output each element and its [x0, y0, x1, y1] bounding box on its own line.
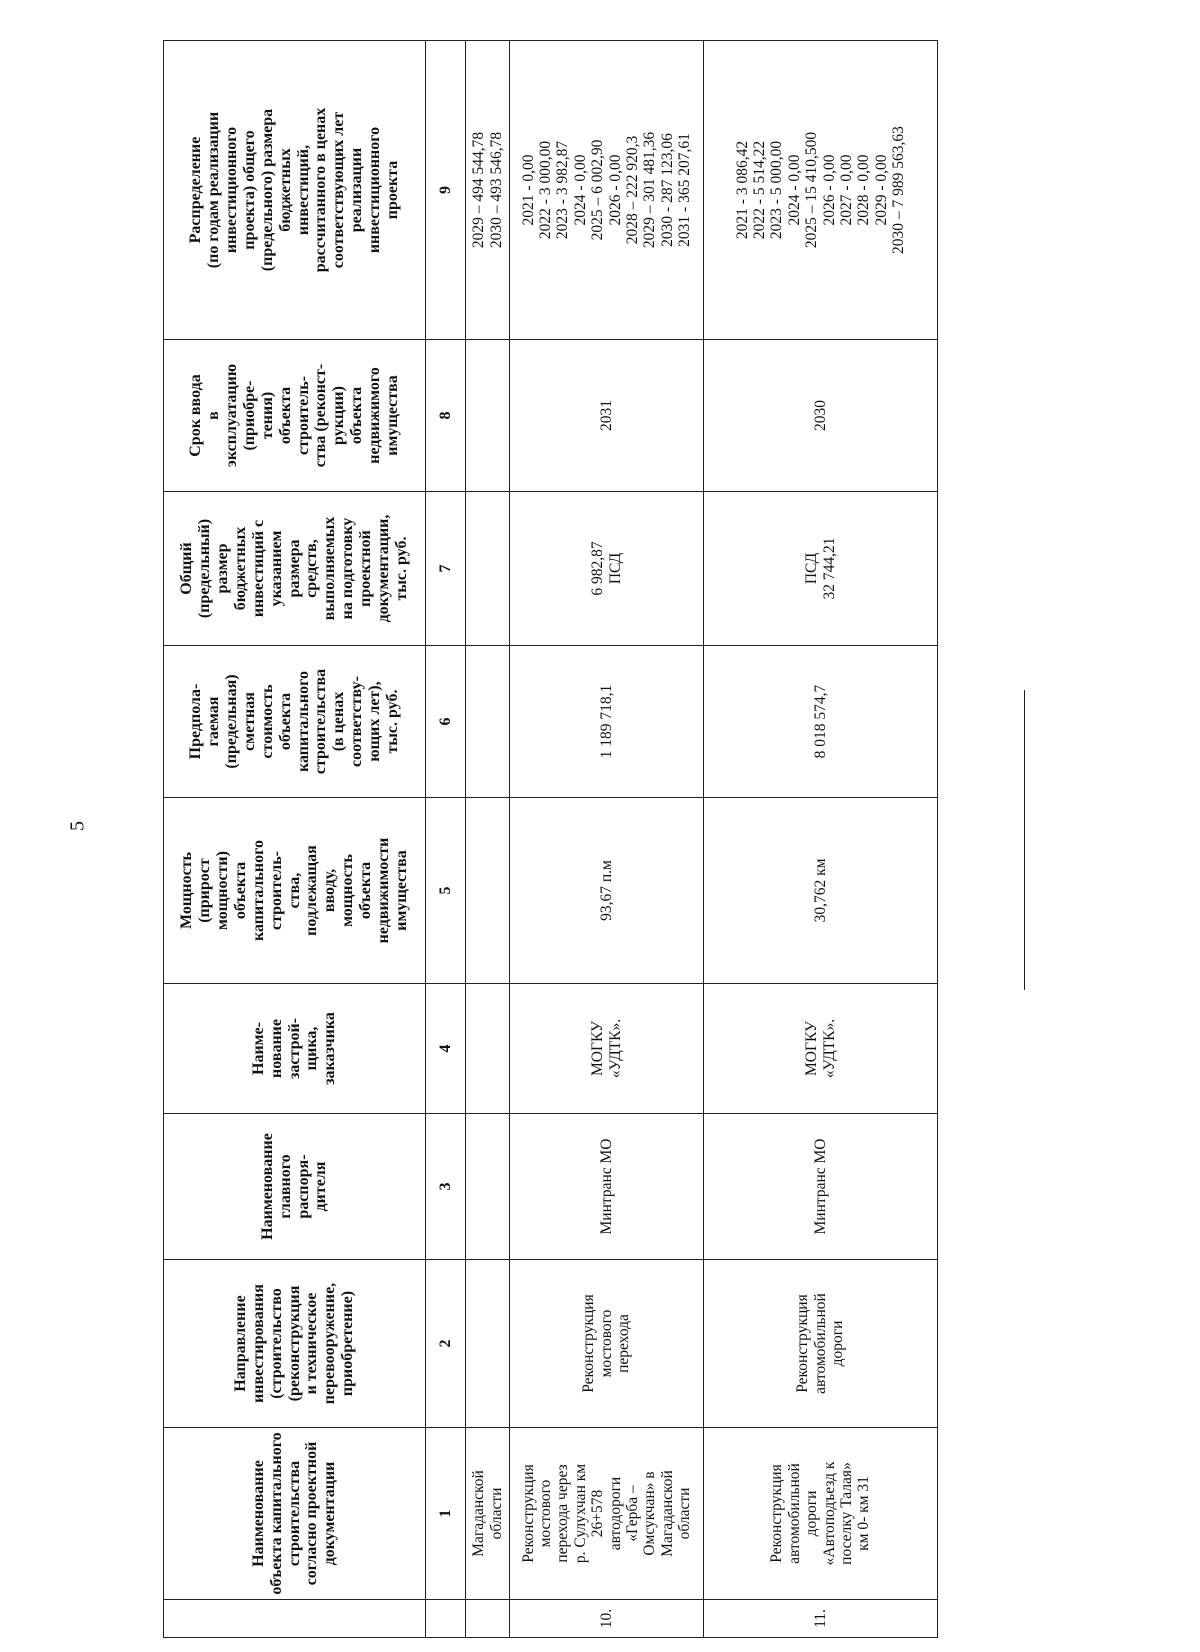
- column-number: 5: [426, 798, 466, 984]
- table-row: [704, 41, 938, 1638]
- page-number: 5: [66, 821, 89, 831]
- header-cell-num: [164, 1600, 426, 1638]
- capacity: 93,67 п.м: [510, 798, 704, 984]
- row-number: 11.: [704, 1600, 938, 1638]
- column-number: 3: [426, 1114, 466, 1260]
- table-row: [510, 41, 704, 1638]
- object-name: Реконструкция автомобильной дороги «Автоподъезд к поселку Талая» км 0- км 31: [704, 1428, 938, 1600]
- header-cell-commissioning: Срок ввода в эксплуатацию (приобре- тения) объекта строитель- ства (реконст- рукции) объекта недвижимого имущества: [164, 340, 426, 492]
- column-number: 6: [426, 646, 466, 798]
- column-number: 1: [426, 1428, 466, 1600]
- commissioning-year: 2031: [510, 340, 704, 492]
- header-cell-distribution: Распределение (по годам реализации инвестиционного проекта) общего (предельного) размера бюджетных инвестиций, рассчитанного в ценах соответствующих лет реализации инвестиционного проекта: [164, 41, 426, 340]
- table-cell: [466, 1260, 510, 1428]
- continuation-name: Магаданской области: [466, 1428, 510, 1600]
- budget-investment: ПСД 32 744,21: [704, 492, 938, 646]
- header-cell-name: Наименование объекта капитального строительства согласно проектной документации: [164, 1428, 426, 1600]
- column-number: [426, 1600, 466, 1638]
- header-cell-capacity: Мощность (прирост мощности) объекта капитального строитель- ства, подлежащая вводу, мощность объекта недвижимости имущества: [164, 798, 426, 984]
- developer: МОГКУ «УДТК».: [704, 984, 938, 1114]
- yearly-distribution: 2021 - 3 086,42 2022 - 5 514,22 2023 - 5 000,00 2024 - 0,00 2025 – 15 410,500 2026 - 0,00 2027 - 0,00 2028 - 0,00 2029 - 0,00 2030 – 7 989 563,63: [704, 41, 938, 340]
- table-cell: [466, 1600, 510, 1638]
- table-cell: [466, 492, 510, 646]
- investment-direction: Реконструкция мостового перехода: [510, 1260, 704, 1428]
- column-number: 8: [426, 340, 466, 492]
- column-number: 9: [426, 41, 466, 340]
- chief-manager: Минтранс МО: [510, 1114, 704, 1260]
- investment-table: [163, 40, 938, 1638]
- table-cell: [466, 798, 510, 984]
- commissioning-year: 2030: [704, 340, 938, 492]
- estimated-cost: 8 018 574,7: [704, 646, 938, 798]
- header-cell-developer: Наиме- нование застрой- щика, заказчика: [164, 984, 426, 1114]
- column-number: 2: [426, 1260, 466, 1428]
- investment-direction: Реконструкция автомобильной дороги: [704, 1260, 938, 1428]
- separator-line: [1024, 690, 1025, 990]
- row-number: 10.: [510, 1600, 704, 1638]
- chief-manager: Минтранс МО: [704, 1114, 938, 1260]
- table-cell: [466, 646, 510, 798]
- continuation-row: [466, 41, 510, 1638]
- column-number-row: [426, 41, 466, 1638]
- table-cell: [466, 340, 510, 492]
- continuation-distribution: 2029 – 494 544,78 2030 – 493 546,78: [466, 41, 510, 340]
- column-number: 7: [426, 492, 466, 646]
- developer: МОГКУ «УДТК».: [510, 984, 704, 1114]
- object-name: Реконструкция мостового перехода через р. Сулухчан км 26+578 автодороги «Герба – Омсукчан» в Магаданской области: [510, 1428, 704, 1600]
- yearly-distribution: 2021 - 0,00 2022 - 3 000,00 2023 - 3 982,87 2024 - 0,00 2025 – 6 002,90 2026 - 0,00 2028 – 222 920,3 2029 – 301 481,36 2030 - 287 123,06 2031 - 365 207,61: [510, 41, 704, 340]
- capacity: 30,762 км: [704, 798, 938, 984]
- table-cell: [466, 1114, 510, 1260]
- header-cell-cost: Предпола- гаемая (предельная) сметная стоимость объекта капитального строительства (в ценах соответству- ющих лет), тыс. руб.: [164, 646, 426, 798]
- budget-investment: 6 982,87 ПСД: [510, 492, 704, 646]
- header-cell-manager: Наименование главного распоря- дителя: [164, 1114, 426, 1260]
- estimated-cost: 1 189 718,1: [510, 646, 704, 798]
- column-number: 4: [426, 984, 466, 1114]
- investment-table-wrapper: [163, 41, 937, 1638]
- table-cell: [466, 984, 510, 1114]
- header-cell-direction: Направление инвестирования (строительство (реконструкция и техническое перевооружение, приобретение): [164, 1260, 426, 1428]
- header-row: [164, 41, 426, 1638]
- header-cell-investment: Общий (предельный) размер бюджетных инвестиций с указанием размера средств, выполняемых на подготовку проектной документации, тыс. руб.: [164, 492, 426, 646]
